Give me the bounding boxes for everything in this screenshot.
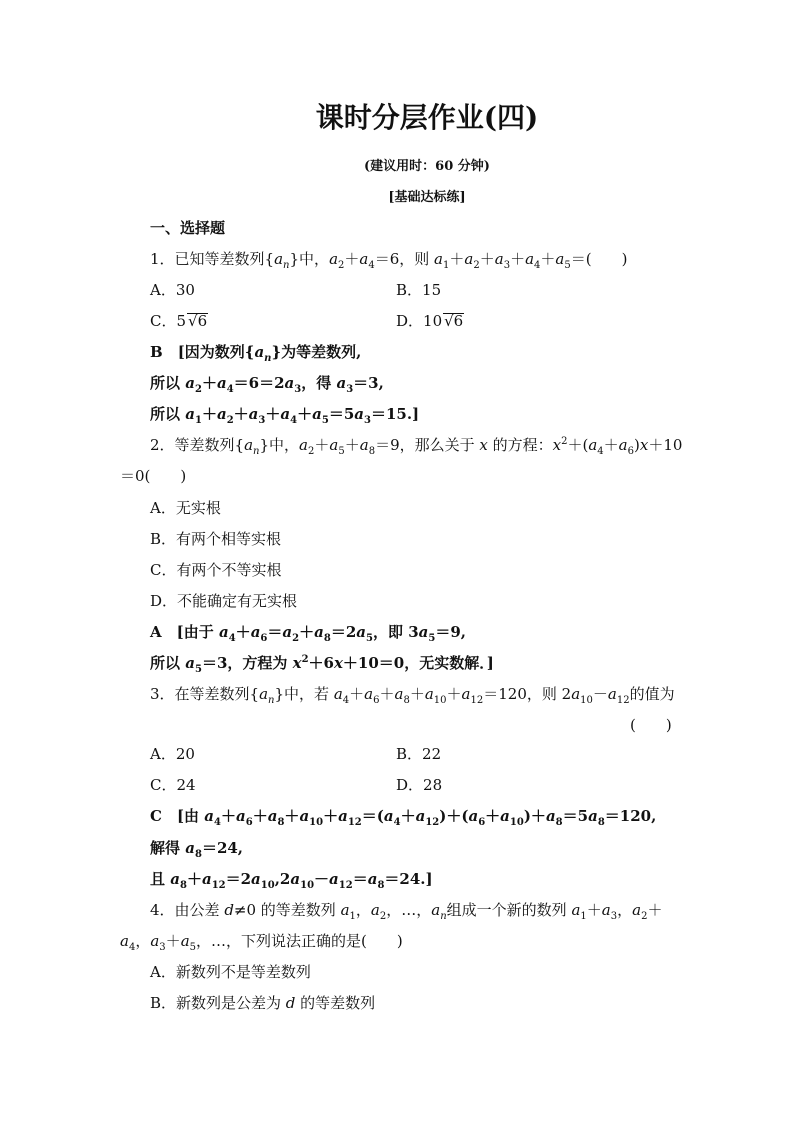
q1-analysis-3: 所以 $a_1+a_2+a_3+a_4+a_5=5a_3=15$.] — [150, 405, 420, 426]
q4-option-b: B．新数列是公差为 d 的等差数列 — [150, 994, 376, 1012]
q3-answer-letter: C — [150, 807, 162, 825]
q2-answer-letter: A — [150, 623, 162, 641]
q3-analysis-1: C [由 $a_4+a_6+a_8+a_{10}+a_{12}=(a_4+a_{12})+(a_6+a_{10})+a_8=5a_8=120$, — [150, 807, 657, 828]
q2-stem-line1: 2．等差数列$\{a_n\}$中，$a_2+a_5+a_8=9$，那么关于 x 的方程：$x^2+(a_4+a_6)x+10$ — [150, 436, 683, 457]
q2-option-a: A．无实根 — [150, 499, 221, 517]
q2-stem-line2: ＝0( ) — [120, 467, 187, 485]
q3-stem-line1: 3．在等差数列$\{a_n\}$中，若 $a_4+a_6+a_8+a_{10}+a_{12}=120$，则 $2a_{10}-a_{12}$的值为 — [150, 685, 675, 706]
section-heading: 一、选择题 — [150, 219, 226, 237]
q1-analysis-1: B [因为数列$\{a_n\}$为等差数列, — [150, 343, 362, 364]
q1-stem: 1．已知等差数列$\{a_n\}$中，$a_2+a_4=6$，则 $a_1+a_2+a_3+a_4+a_5=$( ) — [150, 250, 628, 271]
q2-analysis-1: A [由于 $a_4+a_6=a_2+a_8=2a_5$，即 $3a_5=9$, — [150, 623, 467, 644]
q4-option-a: A．新数列不是等差数列 — [150, 963, 311, 981]
q2-option-d: D．不能确定有无实根 — [150, 592, 298, 610]
q1-option-b: B．15 — [396, 281, 442, 299]
time-note: (建议用时：60 分钟) — [364, 159, 490, 174]
q3-bracket: ( ) — [630, 716, 672, 734]
q3-option-b: B．22 — [396, 745, 442, 763]
q2-option-b: B．有两个相等实根 — [150, 530, 282, 548]
level-heading: [基础达标练] — [388, 190, 466, 205]
q2-analysis-2: 所以 $a_5=3$，方程为 $x^2+6x+10=0$，无实数解．] — [150, 654, 494, 675]
q3-option-d: D．28 — [396, 776, 443, 794]
q3-option-a: A．20 — [150, 745, 195, 763]
page-title: 课时分层作业(四) — [315, 101, 539, 134]
q1-stem-prefix: 1．已知等差数列 — [150, 250, 265, 268]
q1-answer-letter: B — [150, 343, 163, 361]
q3-option-c: C．24 — [150, 776, 196, 794]
q2-option-c: C．有两个不等实根 — [150, 561, 282, 579]
q3-analysis-2: 解得 $a_8=24$, — [150, 839, 244, 860]
q3-analysis-3: 且 $a_8+a_{12}=2a_{10},2a_{10}-a_{12}=a_8=24$.] — [150, 870, 433, 891]
q1-option-a: A．30 — [150, 281, 195, 299]
q4-stem-line2: $a_4$，$a_3+a_5$，…，下列说法正确的是( ) — [120, 932, 403, 953]
q1-stem-text: 中， — [299, 250, 330, 268]
q4-stem-line1: 4．由公差 d≠0 的等差数列 $a_1$，$a_2$，…，$a_n$组成一个新的数列 $a_1+a_3$，$a_2+$ — [150, 901, 663, 922]
q1-option-d: D．10 √6 — [396, 312, 464, 330]
q1-option-c: C．5 √6 — [150, 312, 208, 330]
q1-analysis-2: 所以 $a_2+a_4=6=2a_3$，得 $a_3=3$, — [150, 374, 384, 395]
